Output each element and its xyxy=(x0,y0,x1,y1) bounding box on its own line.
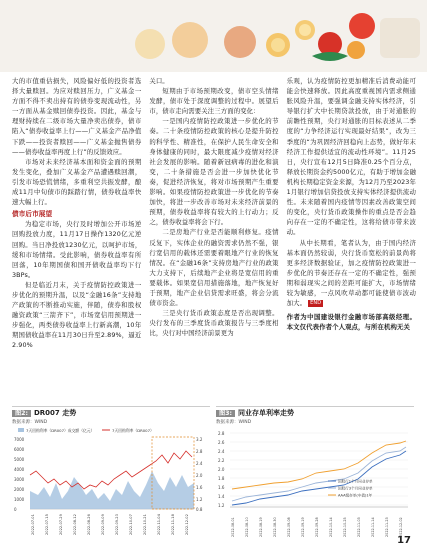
x-tick: 2022-08-10 xyxy=(245,517,249,537)
paragraph: 二是房地产行业是否能顺利修复。疫情反复下，实体企业的融资需求仍然不强，银行宽信用的载体还需要着眼地产行业的恢复情况。在“金融16条”支持房地产行业的政策大力支持下，后续地产企业将是宽信用的重要载体。如果宽信用措施落地，地产恢复好于预期，地产企业信贷需求旺盛，将会分流债市资金。 xyxy=(149,228,279,308)
legend-line-label: 7天回购利率（DR007） xyxy=(112,428,154,433)
y-tick: 1.8 xyxy=(218,476,225,481)
x-tick: 2022-11-23 xyxy=(385,517,389,537)
figure-tag: 图3: xyxy=(216,410,235,417)
legend-label: 国股行3个月同业存单 xyxy=(338,486,373,491)
y-tick: 2.6 xyxy=(218,440,225,445)
paragraph: 三是央行货币政策态度是否出现调整。央行发布的三季度货币政策报告与三季度相比，央行对中国经济前景更为 xyxy=(149,309,279,338)
legend-label: AAA级存单(中债)1年 xyxy=(338,493,373,498)
y2-tick: 0.8 xyxy=(196,507,203,512)
column-2 xyxy=(149,76,278,406)
turnover-area xyxy=(30,471,194,509)
x-tick: 2022-11-03 xyxy=(357,517,361,537)
x-tick: 2022-07-01 xyxy=(31,514,35,535)
y-tick: 0 xyxy=(14,507,17,512)
aaa-1y-line xyxy=(232,441,406,489)
y-tick: 1.2 xyxy=(218,503,225,508)
y-tick: 2000 xyxy=(14,487,25,492)
y-tick: 2.2 xyxy=(218,458,225,463)
paragraph: 市场对未来经济基本面和资金面的预期发生变化，叠加广义基金产品遭遇赎回潮，引发市场恐慌情绪，多重利空共振发酵，酿成11月中旬债市的踩踏行情，债券收益率快速大幅上行。 xyxy=(12,157,142,207)
y-tick: 1.4 xyxy=(218,494,225,499)
x-tick: 2022-12-02 xyxy=(185,514,189,535)
x-tick: 2022-10-25 xyxy=(343,517,347,537)
y-tick: 1.6 xyxy=(218,485,225,490)
legend-label: 国股行1个月同业存单 xyxy=(338,479,373,484)
chart-title xyxy=(12,407,210,419)
y-tick: 2.4 xyxy=(218,449,225,454)
figure-tag: 图2: xyxy=(12,410,31,417)
x-tick: 2022-08-19 xyxy=(259,517,263,537)
x-tick: 2022-09-09 xyxy=(101,514,105,535)
paragraph: 为稳定市场，央行及时增加公开市场逆回购投放力度，11月17日操作1320亿元逆回购。当日净投放1230亿元，以呵护市场，缓和市场情绪。受此影响，债券收益率有所回落，10年期国债和国开债收益率均下行3BPs。 xyxy=(12,220,142,279)
ncd-3m-line xyxy=(232,447,406,501)
x-tick: 2022-11-04 xyxy=(157,514,161,535)
y-tick: 7000 xyxy=(14,437,25,442)
y2-tick: 3.2 xyxy=(196,437,203,442)
y-tick: 1000 xyxy=(14,497,25,502)
chart-title-text: 同业存单利率走势 xyxy=(237,409,294,417)
chart-ncd-rates xyxy=(216,406,414,539)
author-note: 作者为中国建设银行金融市场部高级经理。本文仅代表作者个人观点，与所在机构无关 xyxy=(286,313,416,332)
x-tick: 2022-09-19 xyxy=(301,517,305,537)
x-tick: 2022-10-07 xyxy=(129,514,133,535)
paragraph: 关口。 xyxy=(149,77,169,85)
y2-tick: 2.8 xyxy=(196,449,203,454)
end-mark: END xyxy=(310,299,322,306)
x-tick: 2022-08-01 xyxy=(231,517,235,537)
y2-tick: 2.4 xyxy=(196,461,203,466)
chart-source: 数据来源：WIND xyxy=(12,420,48,425)
y2-tick: 1.2 xyxy=(196,497,203,502)
x-tick: 2022-12-02 xyxy=(399,517,403,537)
paragraph: 大的市值重估损失，风险偏好低的投资者选择大量赎回。为应对赎回压力，广义基金一方面不得不卖出持有的债券变现流动性，另一方面从基金赎回债券投资。因此，基金与理财持续在二级市场大量净卖出债券，债市陷入“债券收益率上行——广义基金产品净值下跌——投资者赎回——广义基金抛售债券——债券收益率再度上行”的反馈效应。 xyxy=(12,77,142,156)
y-tick: 3000 xyxy=(14,477,25,482)
column-1 xyxy=(12,76,141,406)
chart-title-text: DR007 走势 xyxy=(33,409,77,417)
x-tick: 2022-11-18 xyxy=(171,514,175,535)
y-tick: 4000 xyxy=(14,467,25,472)
chart-title xyxy=(216,407,414,419)
x-tick: 2022-09-28 xyxy=(315,517,319,537)
chart-dr007 xyxy=(12,406,210,539)
x-tick: 2022-07-15 xyxy=(45,514,49,535)
page-number: 17 xyxy=(397,535,411,546)
y-tick: 6000 xyxy=(14,447,25,452)
y2-tick: 2.0 xyxy=(196,473,203,478)
ncd-plot xyxy=(216,425,414,539)
x-tick: 2022-08-30 xyxy=(273,517,277,537)
x-tick: 2022-11-14 xyxy=(371,517,375,537)
header-decoration xyxy=(0,0,427,72)
paragraph: 乐观，认为疫情防控更加精准后消费动能可能会快速释放。因此高度重视国内需求侧通胀风险升温，要强调金融支持实体经济，引导银行扩大中长期贷款投放，由于对通胀的前瞻性预期，央行对通胀的目标表述从二季度的“力争经济运行实现最好结果”，改为三季度的“为巩固经济回稳向上态势，做好年末经济工作提供适宜的流动性环境”。11月25日，央行宣布12月5日降准0.25个百分点，释放长期资金约5000亿元，有助于增加金融机构长期稳定资金来源，为12月乃至2023年1月银行增加信贷投放支持实体经济提供流动性。未来随着国内疫情等因素改善政策空间的变化，央行货币政策操作的重点是否会趋向存在一定的不确定性，这将给债市带来波动。 xyxy=(286,77,416,237)
column-3 xyxy=(287,76,416,406)
dr007-plot xyxy=(12,425,210,539)
paragraph: 一是国内疫情防控政策进一步优化的节奏。二十条疫情防控政策的核心是提升防控的科学性、精准性，在保护人民生命安全和身体健康的同时，最大限度减少疫情对经济社会发展的影响。随着新冠病毒的进化和演变，二十条措施是否会进一步加快优化节奏，促进经济恢复，将对市场预期产生重要影响。如果疫情防控政策进一步优化的节奏加快，将进一步改善市场对未来经济前景的预期，债券收益率将有较大的上行动力；反之，债券收益率将会下行。 xyxy=(149,117,279,227)
x-tick: 2022-07-29 xyxy=(59,514,63,535)
paragraph xyxy=(287,238,416,309)
x-tick: 2022-10-21 xyxy=(143,514,147,535)
legend-bar-swatch xyxy=(18,428,24,432)
y-tick: 2.0 xyxy=(218,467,225,472)
article-body xyxy=(12,76,416,406)
chart-source: 数据来源：WIND xyxy=(216,420,252,425)
x-tick: 2022-09-08 xyxy=(287,517,291,537)
section-heading: 债市后市展望 xyxy=(12,210,53,219)
y-tick: 2.8 xyxy=(218,431,225,436)
x-tick: 2022-08-26 xyxy=(87,514,91,535)
paragraph: 但是临近月末，关于疫情防控政策进一步优化的预期升温，以及“金融16条”支持地产政策的不断推动实施，伴随，债券和股权融资政策“三箭齐下”，市场宽信用预期进一步强化，两类债券收益率上行新高潮，10年期国债收益率在11月30日升至2.89%，逼近2.90% xyxy=(12,280,142,350)
y2-tick: 1.6 xyxy=(196,485,203,490)
x-tick: 2022-10-14 xyxy=(329,517,333,537)
legend-bar-label: 7天回购利率（DR007）成交额（亿元） xyxy=(26,428,95,433)
x-tick: 2022-08-12 xyxy=(73,514,77,535)
paragraph: 短期由于市场预期改变，债市空头情绪发酵，债市处于深度调整的过程中。展望后市，债市走向需要关注三方面的变化： xyxy=(149,87,279,116)
paragraph-text: 从中长期看，笔者认为，由于国内经济基本面仍然较弱，央行货币宽松的前景尚将更多经济数据验证，加之疫情防控政策进一步优化的节奏还存在一定的不确定性，强预期和弱现实之间的差距可能扩大，市场情绪较为敏感，一点风吹草动都可能使债市波动加大。 xyxy=(286,238,416,308)
x-tick: 2022-09-23 xyxy=(115,514,119,535)
y-tick: 5000 xyxy=(14,457,25,462)
